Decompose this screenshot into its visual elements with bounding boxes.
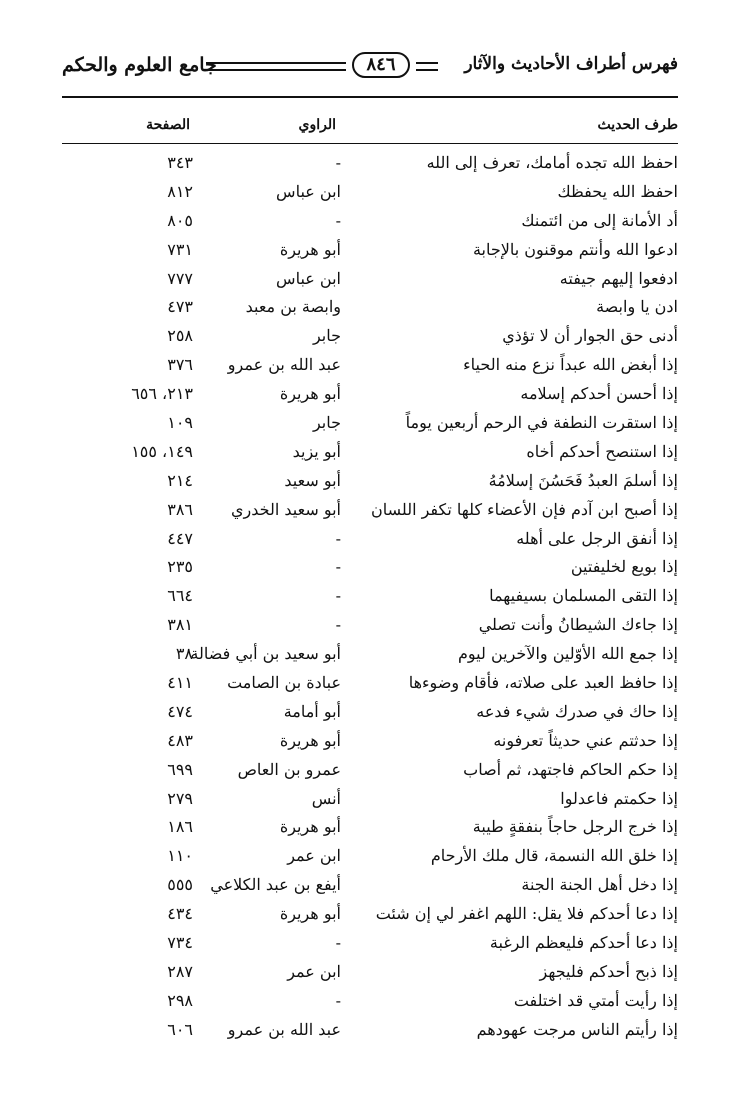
narrator: أبو هريرة	[279, 384, 341, 404]
hadith-text: إذا بويع لخليفتين	[570, 557, 678, 577]
hadith-text: احفظ الله تجده أمامك، تعرف إلى الله	[426, 153, 678, 172]
index-row	[62, 987, 678, 1016]
index-row	[62, 265, 678, 294]
index-row	[62, 698, 678, 727]
page-ref: ٣٨	[175, 644, 193, 664]
hadith-text: إذا حافظ العبد على صلاته، فأقام وضوءها	[408, 673, 678, 693]
index-row	[62, 178, 678, 207]
hadith-text: إذا رأيت أمتي قد اختلفت	[513, 990, 678, 1010]
page-ref: ٢٣٥	[167, 557, 193, 577]
index-row	[62, 842, 678, 871]
narrator: -	[335, 153, 341, 172]
page-ref: ٣٤٣	[167, 153, 193, 172]
index-row	[62, 640, 678, 669]
narrator: أيفع بن عبد الكلاعي	[210, 875, 341, 895]
index-row	[62, 611, 678, 640]
index-row	[62, 669, 678, 698]
index-title: فهرس أطراف الأحاديث والآثار	[464, 54, 678, 74]
index-row	[62, 467, 678, 496]
narrator: ابن عباس	[276, 181, 341, 201]
index-row	[62, 351, 678, 380]
page-ref: ١٠٩	[167, 413, 193, 433]
index-row	[62, 322, 678, 351]
hadith-text: إذا أبغض الله عبداً نزع منه الحياء	[463, 355, 678, 375]
narrator: -	[335, 557, 341, 577]
hadith-text: إذا جمع الله الأوّلين والآخرين ليوم	[458, 644, 678, 664]
index-row	[62, 813, 678, 842]
index-row	[62, 525, 678, 554]
column-heading-divider	[62, 143, 678, 144]
narrator: -	[335, 210, 341, 230]
hadith-text: إذا أحسن أحدكم إسلامه	[520, 384, 678, 404]
page-ref: ٤٤٧	[167, 528, 193, 548]
header-double-rule-right	[416, 62, 438, 71]
narrator: -	[335, 528, 341, 548]
page-ref: ٧٧٧	[167, 268, 193, 288]
page-ref: ١١٠	[167, 846, 193, 866]
index-row	[62, 900, 678, 929]
header-divider	[62, 96, 678, 98]
page-ref: ٣٨١	[167, 615, 193, 635]
narrator: عبد الله بن عمرو	[227, 355, 341, 375]
hadith-text: أد الأمانة إلى من ائتمنك	[521, 210, 678, 230]
narrator: أبو سعيد	[284, 470, 341, 490]
page-ref: ٢٥٨	[167, 326, 193, 346]
hadith-text: إذا حدثتم عني حديثاً تعرفونه	[493, 730, 678, 750]
index-row	[62, 438, 678, 467]
index-row	[62, 496, 678, 525]
index-table	[62, 149, 678, 1045]
hadith-text: ادفعوا إليهم جيفته	[559, 268, 678, 288]
hadith-text: إذا دعا أحدكم فليعظم الرغبة	[489, 933, 678, 953]
index-row	[62, 958, 678, 987]
index-row	[62, 149, 678, 178]
column-heading-hadith: طرف الحديث	[597, 117, 678, 133]
column-heading-page: الصفحة	[146, 117, 190, 133]
page-ref: ١٤٩، ١٥٥	[131, 441, 193, 461]
page-number: ٨٤٦	[352, 52, 410, 78]
index-row	[62, 380, 678, 409]
hadith-text: إذا دعا أحدكم فلا يقل: اللهم اغفر لي إن شئت	[375, 904, 678, 924]
hadith-text: إذا حكم الحاكم فاجتهد، ثم أصاب	[463, 759, 678, 779]
narrator: أبو هريرة	[279, 239, 341, 259]
index-row	[62, 1016, 678, 1045]
page-ref: ٦٦٤	[167, 586, 193, 606]
narrator: أبو سعيد بن أبي فضالة	[190, 644, 341, 664]
narrator: -	[335, 990, 341, 1010]
hadith-text: إذا أسلمَ العبدُ فَحَسُنَ إسلامُهُ	[488, 470, 678, 490]
page-ref: ٦٩٩	[167, 759, 193, 779]
narrator: أبو يزيد	[292, 441, 341, 461]
hadith-text: إذا جاءك الشيطانُ وأنت تصلي	[478, 615, 678, 635]
hadith-text: إذا ذبح أحدكم فليجهز	[539, 961, 678, 981]
narrator: عبد الله بن عمرو	[227, 1019, 341, 1039]
index-row	[62, 236, 678, 265]
page-ref: ٧٣٤	[167, 933, 193, 953]
index-row	[62, 553, 678, 582]
page-ref: ٢١٣، ٦٥٦	[131, 384, 193, 404]
index-row	[62, 582, 678, 611]
hadith-text: إذا أنفق الرجل على أهله	[516, 528, 678, 548]
page-ref: ٤١١	[167, 673, 193, 693]
hadith-text: أدنى حق الجوار أن لا تؤذي	[502, 326, 678, 346]
narrator: ابن عمر	[287, 961, 341, 981]
index-row	[62, 871, 678, 900]
page-ref: ٢٨٧	[167, 961, 193, 981]
narrator: أبو هريرة	[279, 817, 341, 837]
hadith-text: احفظ الله يحفظك	[557, 181, 678, 201]
page-ref: ٤٣٤	[167, 904, 193, 924]
narrator: أبو أمامة	[283, 701, 341, 721]
narrator: جابر	[312, 413, 341, 433]
index-row	[62, 756, 678, 785]
index-row	[62, 727, 678, 756]
narrator: جابر	[312, 326, 341, 346]
index-row	[62, 207, 678, 236]
page-ref: ٤٧٤	[167, 701, 193, 721]
page-ref: ٢٧٩	[167, 788, 193, 808]
narrator: أبو هريرة	[279, 904, 341, 924]
hadith-text: إذا دخل أهل الجنة الجنة	[521, 875, 678, 895]
book-title: جامع العلوم والحكم	[62, 54, 217, 76]
page-ref: ٢١٤	[167, 470, 193, 490]
narrator: -	[335, 933, 341, 953]
narrator: ابن عباس	[276, 268, 341, 288]
page-ref: ٧٣١	[167, 239, 193, 259]
hadith-text: إذا استنصح أحدكم أخاه	[526, 441, 678, 461]
page-ref: ٨١٢	[167, 181, 193, 201]
running-header	[62, 52, 678, 88]
page-ref: ٢٩٨	[167, 990, 193, 1010]
page-ref: ٨٠٥	[167, 210, 193, 230]
narrator: أبو هريرة	[279, 730, 341, 750]
narrator: عبادة بن الصامت	[227, 673, 341, 693]
narrator: وابصة بن معبد	[245, 297, 341, 317]
narrator: عمرو بن العاص	[237, 759, 341, 779]
page-ref: ٥٥٥	[167, 875, 193, 895]
page-ref: ١٨٦	[167, 817, 193, 837]
header-double-rule-left	[206, 62, 346, 71]
narrator: -	[335, 615, 341, 635]
index-row	[62, 785, 678, 814]
narrator: ابن عمر	[287, 846, 341, 866]
narrator: أنس	[311, 788, 341, 808]
column-heading-narrator: الراوي	[298, 117, 336, 133]
hadith-text: إذا التقى المسلمان بسيفيهما	[489, 586, 678, 606]
hadith-text: إذا حاك في صدرك شيء فدعه	[476, 701, 678, 721]
hadith-text: إذا أصبح ابن آدم فإن الأعضاء كلها تكفر اللسان	[371, 499, 678, 519]
hadith-text: إذا حكمتم فاعدلوا	[560, 788, 678, 808]
narrator: أبو سعيد الخدري	[231, 499, 341, 519]
index-row	[62, 293, 678, 322]
index-row	[62, 409, 678, 438]
hadith-text: ادن يا وابصة	[596, 297, 678, 317]
hadith-text: إذا رأيتم الناس مرجت عهودهم	[476, 1019, 678, 1039]
page-ref: ٣٧٦	[167, 355, 193, 375]
hadith-text: إذا خرج الرجل حاجاً بنفقةٍ طيبة	[472, 817, 678, 837]
page-ref: ٤٧٣	[167, 297, 193, 317]
hadith-text: ادعوا الله وأنتم موقنون بالإجابة	[472, 239, 678, 259]
hadith-text: إذا استقرت النطفة في الرحم أربعين يوماً	[405, 413, 678, 433]
page-ref: ٤٨٣	[167, 730, 193, 750]
hadith-text: إذا خلق الله النسمة، قال ملك الأرحام	[430, 846, 678, 866]
index-row	[62, 929, 678, 958]
page-ref: ٦٠٦	[167, 1019, 193, 1039]
narrator: -	[335, 586, 341, 606]
page-ref: ٣٨٦	[167, 499, 193, 519]
